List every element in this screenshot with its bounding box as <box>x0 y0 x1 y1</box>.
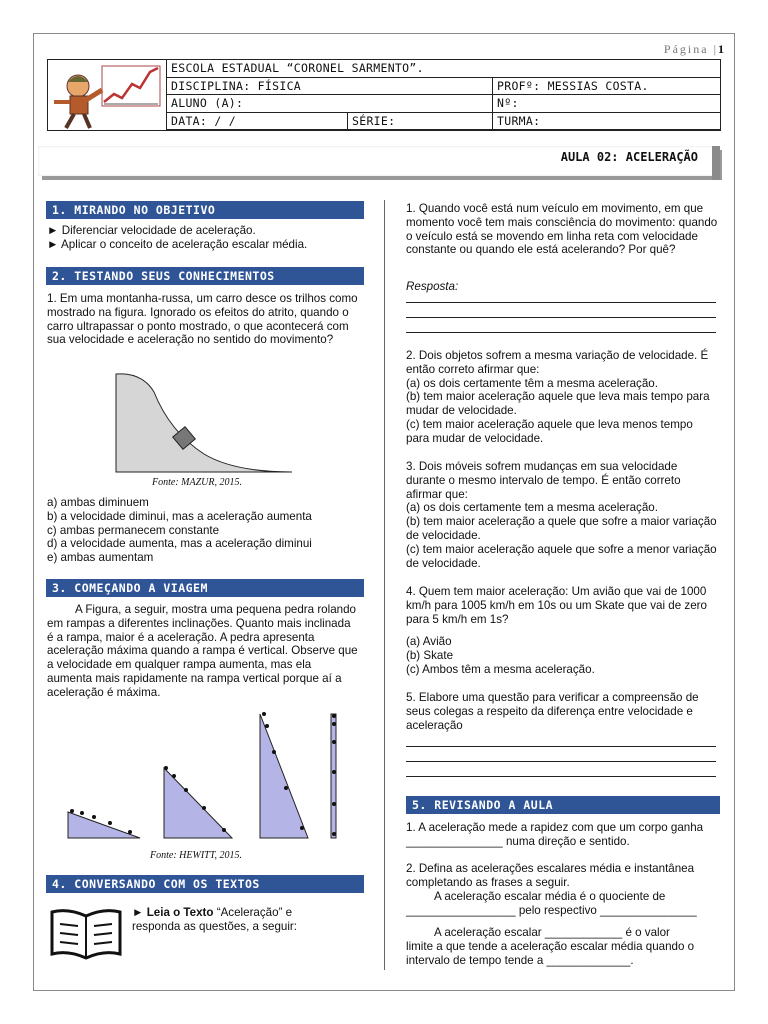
school-name: ESCOLA ESTADUAL “CORONEL SARMENTO”. <box>167 60 722 77</box>
figure-caption-hewitt: Fonte: HEWITT, 2015. <box>150 850 243 861</box>
right-question-1: 1. Quando você está num veículo em movimento, em que momento você tem mais consciência do movimento: quando o veículo está se movendo em linha reta com velocidade constante ou quando ele está acelerando? Por quê? <box>406 202 718 257</box>
question-1-options <box>47 496 367 565</box>
date-field[interactable]: DATA: / / <box>167 112 348 130</box>
q4-option-c: (c) Ambos têm a mesma aceleração. <box>406 662 595 676</box>
right-question-5: 5. Elabore uma questão para verificar a compreensão de seus colegas a respeito da diferença entre velocidade e aceleração <box>406 691 699 732</box>
lesson-title: AULA 02: ACELERAÇÃO <box>560 150 698 164</box>
section-1-title: 1. MIRANDO NO OBJETIVO <box>46 201 364 219</box>
lesson-title-box <box>38 146 718 176</box>
title-accent-bar <box>712 146 720 180</box>
review-1: 1. A aceleração mede a rapidez com que um corpo ganha _______________ numa direção e sentido. <box>406 821 704 848</box>
objective-item: ► Aplicar o conceito de aceleração escalar média. <box>47 237 308 251</box>
page-number: Página |1 <box>663 42 724 56</box>
answer-lines[interactable] <box>406 290 716 333</box>
q4-option-a: (a) Avião <box>406 635 452 648</box>
section-4-instruction: ► Leia o Texto “Aceleração” e responda as questões, a seguir: <box>132 906 297 933</box>
school-header <box>47 59 721 131</box>
figure-caption-mazur: Fonte: MAZUR, 2015. <box>152 477 242 488</box>
review-3: A aceleração escalar média é o quociente de _________________ pelo respectivo _______________ <box>406 890 697 917</box>
discipline: DISCIPLINA: FÍSICA <box>167 77 493 95</box>
right-question-4: 4. Quem tem maior aceleração: Um avião que vai de 1000 km/h para 1005 km/h em 10s ou um Skate que vai de zero para 5 km/h em 1s? <box>406 585 707 626</box>
option-d: d) a velocidade aumenta, mas a aceleração diminui <box>47 537 312 551</box>
review-4b: limite a que tende a aceleração escalar média quando o intervalo de tempo tende a _____________. <box>406 940 695 967</box>
objective-item: ► Diferenciar velocidade de aceleração. <box>47 224 256 237</box>
teacher-chart-logo <box>48 60 167 130</box>
teacher: PROFº: MESSIAS COSTA. <box>493 77 722 95</box>
question-1-text: 1. Em uma montanha-russa, um carro desce os trilhos como mostrado na figura. Ignorado os efeitos do atrito, quando o carro ultrapassar o ponto mostrado, o que acontecerá com sua velocidade e aceleração no sentido do movimento? <box>47 292 358 347</box>
objectives-list <box>47 224 367 252</box>
number-field[interactable]: Nº: <box>493 95 722 113</box>
right-question-2: 2. Dois objetos sofrem a mesma variação de velocidade. É então correto afirmar que: (a) os dois certamente têm a mesma aceleração. (b) tem maior aceleração aquele que leva mais tempo para mudar de velocidade. (c) tem maior aceleração aquele que leva menos tempo para mudar de velocidade. <box>406 349 718 446</box>
option-c: c) ambas permanecem constante <box>47 523 220 537</box>
section-4-title: 4. CONVERSANDO COM OS TEXTOS <box>46 875 364 893</box>
option-b: b) a velocidade diminui, mas a aceleração aumenta <box>47 509 312 523</box>
q3-option-c: (c) tem maior aceleração aquele que sofre a menor variação de velocidade. <box>406 542 717 570</box>
section-5-title: 5. REVISANDO A AULA <box>406 796 720 814</box>
column-divider <box>384 200 385 970</box>
section-2-title: 2. TESTANDO SEUS CONHECIMENTOS <box>46 267 364 285</box>
q2-option-b: (b) tem maior aceleração aquele que leva mais tempo para mudar de velocidade. <box>406 390 710 418</box>
student-field[interactable]: ALUNO (A): <box>167 95 493 113</box>
section-3-title: 3. COMEÇANDO A VIAGEM <box>46 579 364 597</box>
option-e: e) ambas aumentam <box>47 551 154 565</box>
q5-answer-lines[interactable] <box>406 734 716 777</box>
roller-coaster-figure <box>114 372 294 476</box>
q3-option-a: (a) os dois certamente tem a mesma aceleração. <box>406 501 658 515</box>
grade-field[interactable]: SÉRIE: <box>348 112 493 130</box>
q2-option-c: (c) tem maior aceleração aquele que leva menos tempo para mudar de velocidade. <box>406 417 693 445</box>
option-a: a) ambas diminuem <box>47 496 149 509</box>
review-4a: A aceleração escalar ____________ é o valor <box>434 926 670 939</box>
q3-option-b: (b) tem maior aceleração a quele que sofre a maior variação de velocidade. <box>406 515 717 542</box>
q2-option-a: (a) os dois certamente têm a mesma aceleração. <box>406 376 658 390</box>
ramps-figure <box>64 708 354 846</box>
class-field[interactable]: TURMA: <box>493 112 722 130</box>
q4-options <box>406 635 718 676</box>
section-3-text: A Figura, a seguir, mostra uma pequena pedra rolando em rampas a diferentes inclinações. Quanto mais inclinada é a rampa, maior é a aceleração. A pedra apresenta aceleração máxima quando a rampa é vertical. Observe que a velocidade em qualquer rampa aumenta, mas ela aumenta mais rapidamente na rampa vertical porque aí a aceleração é máxima. <box>47 603 358 699</box>
review-2: 2. Defina as acelerações escalares média e instantânea completando as frases a seguir. <box>406 862 695 889</box>
answer-label: Resposta: <box>406 280 459 293</box>
q4-option-b: (b) Skate <box>406 648 454 662</box>
right-question-3: 3. Dois móveis sofrem mudanças em sua velocidade durante o mesmo intervalo de tempo. É então correto afirmar que: (a) os dois certamente tem a mesma aceleração. (b) tem maior aceleração a quele que sofre a maior variação de velocidade. (c) tem maior aceleração aquele que sofre a menor variação de velocidade. <box>406 460 717 570</box>
book-icon <box>48 906 124 962</box>
